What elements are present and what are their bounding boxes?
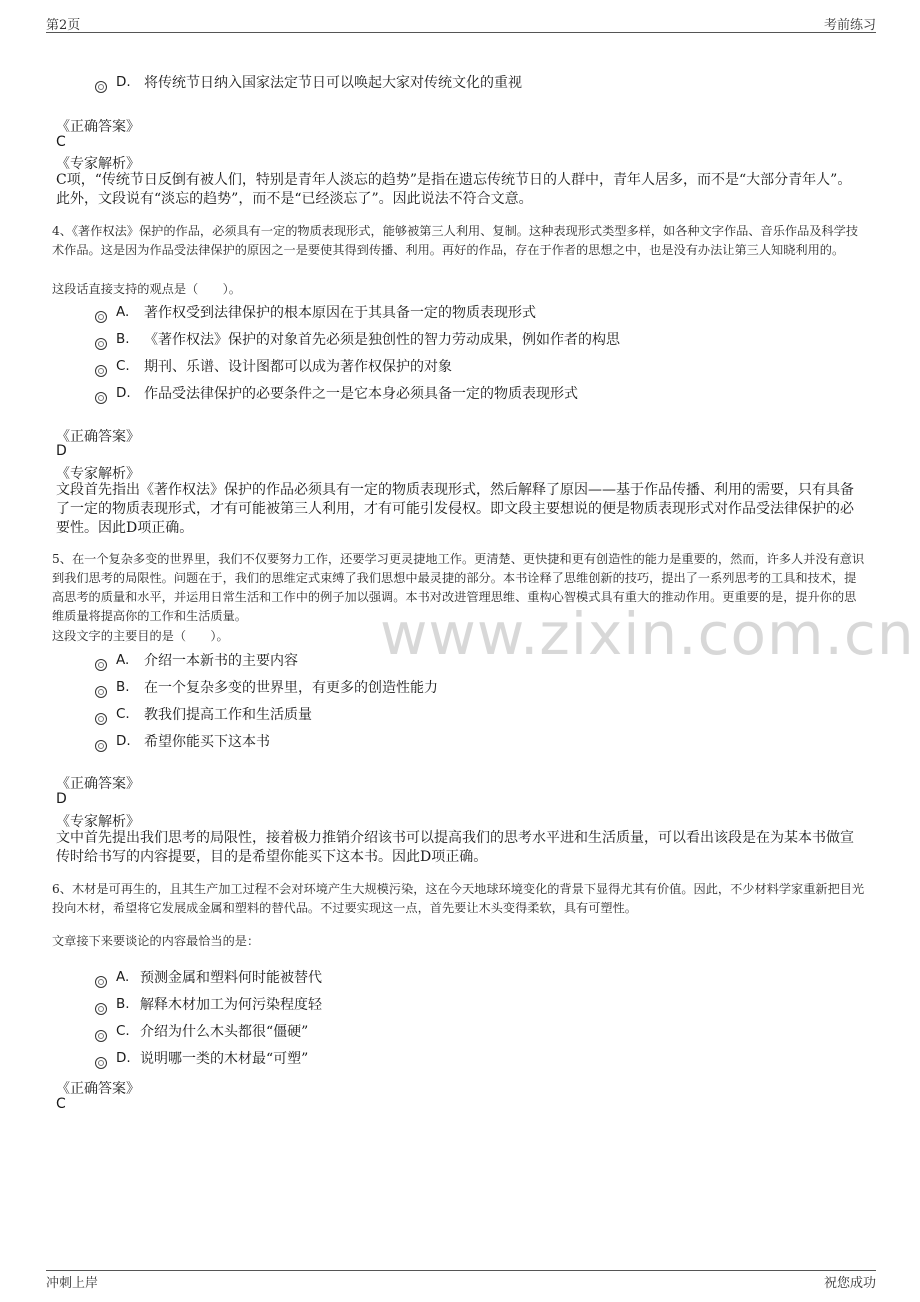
option-letter: C. [116, 358, 130, 374]
q6-question: 文章接下来要谈论的内容最恰当的是： [52, 934, 260, 948]
option-letter: D. [116, 74, 131, 90]
radio-icon[interactable] [95, 338, 107, 350]
option-text: 希望你能买下这本书 [144, 734, 270, 750]
option-text: 著作权受到法律保护的根本原因在于其具备一定的物质表现形式 [144, 305, 536, 321]
footer-left: 冲刺上岸 [46, 1276, 99, 1291]
q6-answer-label: 《正确答案》 [56, 1081, 140, 1097]
radio-icon[interactable] [95, 311, 107, 323]
q6-option-c[interactable] [95, 1021, 308, 1041]
q4-answer: D [56, 443, 67, 459]
q4-analysis: 文段首先指出《著作权法》保护的作品必须具有一定的物质表现形式，然后解释了原因——基于作品传播、利用的需要，只有具备了一定的物质表现形式，才有可能被第三人利用，才有可能引发侵权。即文段主要想说的便是物质表现形式对作品受法律保护的必要性。因此D项正确。 [56, 482, 854, 536]
radio-icon[interactable] [95, 659, 107, 671]
option-letter: B. [116, 996, 130, 1012]
option-text: 说明哪一类的木材最“可塑” [140, 1051, 309, 1067]
q3-option-d[interactable] [95, 72, 522, 92]
q5-analysis-label: 《专家解析》 [56, 814, 140, 830]
footer-rule [46, 1270, 876, 1271]
q3-answer-label: 《正确答案》 [56, 119, 140, 135]
q3-analysis: C项，“传统节日反倒有被人们，特别是青年人淡忘的趋势”是指在遗忘传统节日的人群中，青年人居多，而不是“大部分青年人”。此外，文段说有“淡忘的趋势”，而不是“已经淡忘了”。因此说法不符合文意。 [56, 172, 852, 207]
q5-answer: D [56, 791, 67, 807]
option-letter: A. [116, 652, 130, 668]
option-letter: C. [116, 1023, 130, 1039]
option-text: 解释木材加工为何污染程度轻 [140, 997, 322, 1013]
option-text: 预测金属和塑料何时能被替代 [140, 970, 322, 986]
q3-answer: C [56, 134, 66, 150]
option-text: 在一个复杂多变的世界里，有更多的创造性能力 [144, 680, 438, 696]
q4-answer-label: 《正确答案》 [56, 429, 140, 445]
header-rule [46, 32, 876, 33]
q4-option-b[interactable] [95, 329, 620, 349]
option-letter: D. [116, 733, 131, 749]
q5-option-c[interactable] [95, 704, 312, 724]
q6-option-a[interactable] [95, 967, 322, 987]
q6-answer: C [56, 1096, 66, 1112]
option-letter: B. [116, 679, 130, 695]
q4-analysis-label: 《专家解析》 [56, 466, 140, 482]
radio-icon[interactable] [95, 740, 107, 752]
q5-option-a[interactable] [95, 650, 298, 670]
radio-icon[interactable] [95, 392, 107, 404]
option-text: 教我们提高工作和生活质量 [144, 707, 312, 723]
radio-icon[interactable] [95, 686, 107, 698]
option-text: 介绍一本新书的主要内容 [144, 653, 298, 669]
q5-option-d[interactable] [95, 731, 270, 751]
option-text: 作品受法律保护的必要条件之一是它本身必须具备一定的物质表现形式 [144, 386, 578, 402]
option-letter: A. [116, 304, 130, 320]
radio-icon[interactable] [95, 1057, 107, 1069]
q5-option-b[interactable] [95, 677, 438, 697]
q4-option-d[interactable] [95, 383, 578, 403]
option-letter: D. [116, 385, 131, 401]
q5-analysis: 文中首先提出我们思考的局限性，接着极力推销介绍该书可以提高我们的思考水平进和生活质量，可以看出该段是在为某本书做宣传时给书写的内容提要，目的是希望你能买下这本书。因此D项正确。 [56, 830, 854, 865]
footer-right: 祝您成功 [823, 1276, 876, 1291]
radio-icon[interactable] [95, 1003, 107, 1015]
radio-icon[interactable] [95, 976, 107, 988]
watermark: www.zixin.com.cn [380, 600, 915, 668]
q4-question: 这段话直接支持的观点是（ ）。 [52, 282, 241, 296]
option-text: 期刊、乐谱、设计图都可以成为著作权保护的对象 [144, 359, 452, 375]
radio-icon[interactable] [95, 365, 107, 377]
radio-icon[interactable] [95, 713, 107, 725]
header-title: 考前练习 [823, 18, 876, 33]
option-text: 将传统节日纳入国家法定节日可以唤起大家对传统文化的重视 [144, 75, 522, 91]
radio-icon[interactable] [95, 1030, 107, 1042]
option-letter: A. [116, 969, 130, 985]
option-letter: D. [116, 1050, 131, 1066]
q5-question: 这段文字的主要目的是（ ）。 [52, 629, 229, 643]
q5-answer-label: 《正确答案》 [56, 776, 140, 792]
option-text: 《著作权法》保护的对象首先必须是独创性的智力劳动成果，例如作者的构思 [144, 332, 620, 348]
q6-stem: 6、木材是可再生的，且其生产加工过程不会对环境产生大规模污染，这在今天地球环境变化的背景下显得尤其有价值。因此，不少材料学家重新把目光投向木材，希望将它发展成金属和塑料的替代品。不过要实现这一点，首先要让木头变得柔软，具有可塑性。 [52, 882, 865, 915]
q4-option-c[interactable] [95, 356, 452, 376]
page-number: 第2页 [46, 18, 81, 33]
q6-option-b[interactable] [95, 994, 322, 1014]
radio-icon[interactable] [95, 81, 107, 93]
q4-stem: 4、《著作权法》保护的作品，必须具有一定的物质表现形式，能够被第三人利用、复制。这种表现形式类型多样，如各种文字作品、音乐作品及科学技术作品。这是因为作品受法律保护的原因之一是要使其得到传播、利用。再好的作品，存在于作者的思想之中，也是没有办法让第三人知晓利用的。 [52, 224, 859, 257]
option-letter: C. [116, 706, 130, 722]
option-text: 介绍为什么木头都很“僵硬” [140, 1024, 309, 1040]
q4-option-a[interactable] [95, 302, 536, 322]
option-letter: B. [116, 331, 130, 347]
q3-analysis-label: 《专家解析》 [56, 156, 140, 172]
q6-option-d[interactable] [95, 1048, 308, 1068]
q5-stem: 5、在一个复杂多变的世界里，我们不仅要努力工作，还要学习更灵捷地工作。更清楚、更快捷和更有创造性的能力是重要的，然而，许多人并没有意识到我们思考的局限性。问题在于，我们的思维定式束缚了我们思想中最灵捷的部分。本书诠释了思维创新的技巧，提出了一系列思考的工具和技术，提高思考的质量和水平，并运用日常生活和工作中的例子加以强调。本书对改进管理思维、重构心智模式具有重大的推动作用。更重要的是，提升你的思维质量将提高你的工作和生活质量。 [52, 552, 865, 623]
